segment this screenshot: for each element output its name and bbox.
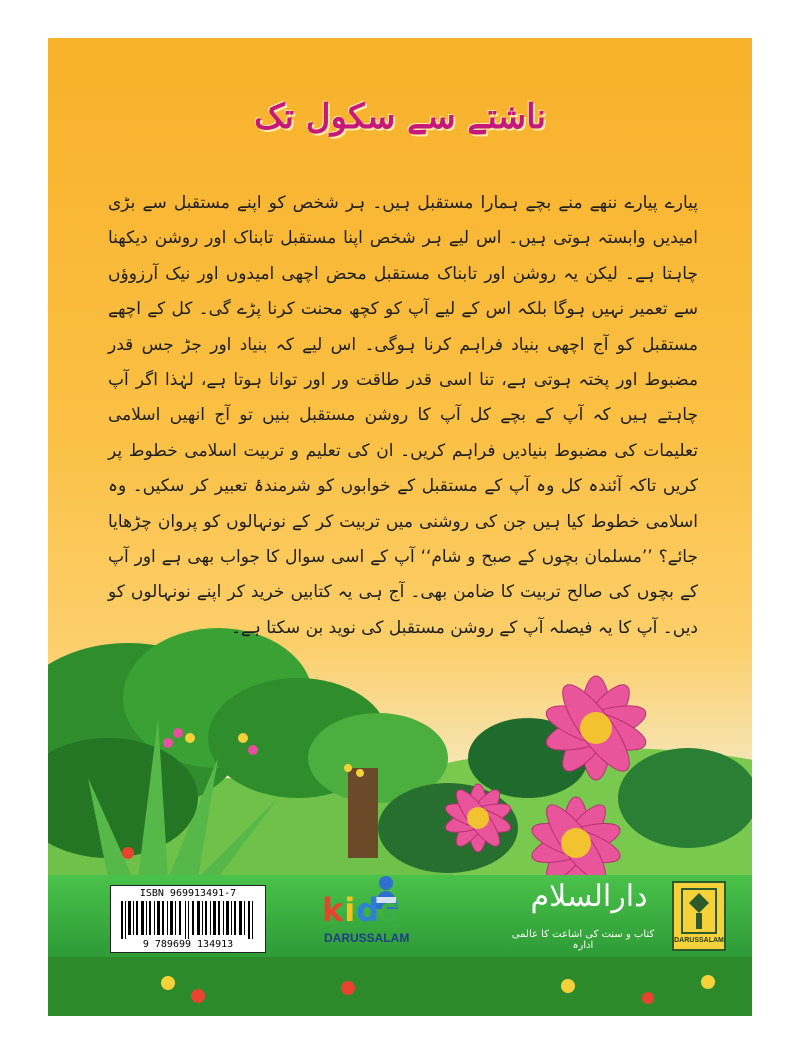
ground (48, 957, 752, 1016)
tree-trunk (348, 768, 378, 858)
barcode-digits: 9 789699 134913 (142, 939, 234, 950)
kids-letter: k (322, 891, 345, 929)
kids-letter: d (356, 891, 381, 929)
kids-letter: i (344, 891, 357, 929)
isbn-number: ISBN 969913491-7 (139, 888, 237, 899)
book-title: ناشتے سے سکول تک (254, 97, 546, 137)
back-cover (48, 38, 752, 1016)
publisher-tagline: کتاب و سنت کی اشاعت کا عالمی ادارہ (511, 929, 655, 951)
isbn-barcode (110, 885, 266, 953)
blurb-paragraph: پیارے پیارے ننھے منے بچے ہمارا مستقبل ہیں۔ ہر شخص کو اپنے مستقبل سے بڑی امیدیں وابستہ ہوتی ہیں۔ اس لیے ہر شخص اپنا مستقبل تابناک اور روشن دیکھنا چاہتا ہے۔ لیکن یہ روشن اور تابناک مستقبل محض اچھی امیدوں اور نیک آرزوؤں سے تعمیر نہیں ہوگا بلکہ اس کے لیے آپ کو کچھ محنت کرنا پڑے گی۔ کل کے اچھے مستقبل کو آج اچھی بنیاد فراہم کرنا ہوگی۔ اس لیے کہ بنیاد اور جڑ جس قدر مضبوط اور پختہ ہوتی ہے، تنا اسی قدر طاقت ور اور توانا ہوتا ہے، لہٰذا اگر آپ چاہتے ہیں کہ آپ کے بچے کل آپ کا روشن مستقبل بنیں تو آج انھیں اسلامی تعلیمات کی مضبوط بنیادیں فراہم کریں۔ ان کی تعلیم و تربیت اسلامی خطوط پر کریں تاکہ آئندہ کل وہ آپ کے مستقبل کے خوابوں کو شرمندۂ تعبیر کر سکیں۔ وہ اسلامی خطوط کیا ہیں جن کی روشنی میں تربیت کر کے نونہالوں کو پروان چڑھایا جائے؟ ’’مسلمان بچوں کے صبح و شام‘‘ آپ کے اسی سوال کا جواب بھی ہے اور آپ کے بچوں کی صالح تربیت کا ضامن بھی۔ آج ہی یہ کتابیں خرید کر اپنے نونہالوں کو دیں۔ آپ کا یہ فیصلہ آپ کے روشن مستقبل کی نوید بن سکتا ہے۔ (108, 193, 698, 638)
book-tower-icon (674, 883, 724, 935)
publisher-name: دارالسلام (530, 879, 648, 914)
kids-subtitle: DARUSSALAM (324, 931, 410, 945)
emblem-label: DARUSSALAM (674, 937, 724, 944)
kids-wordmark (322, 891, 400, 929)
kids-darussalam-logo (314, 879, 454, 953)
publisher-banner (48, 875, 752, 957)
kids-letter: s (380, 891, 401, 929)
darussalam-emblem (672, 881, 726, 951)
barcode-bars (119, 901, 257, 939)
blurb (108, 186, 698, 646)
